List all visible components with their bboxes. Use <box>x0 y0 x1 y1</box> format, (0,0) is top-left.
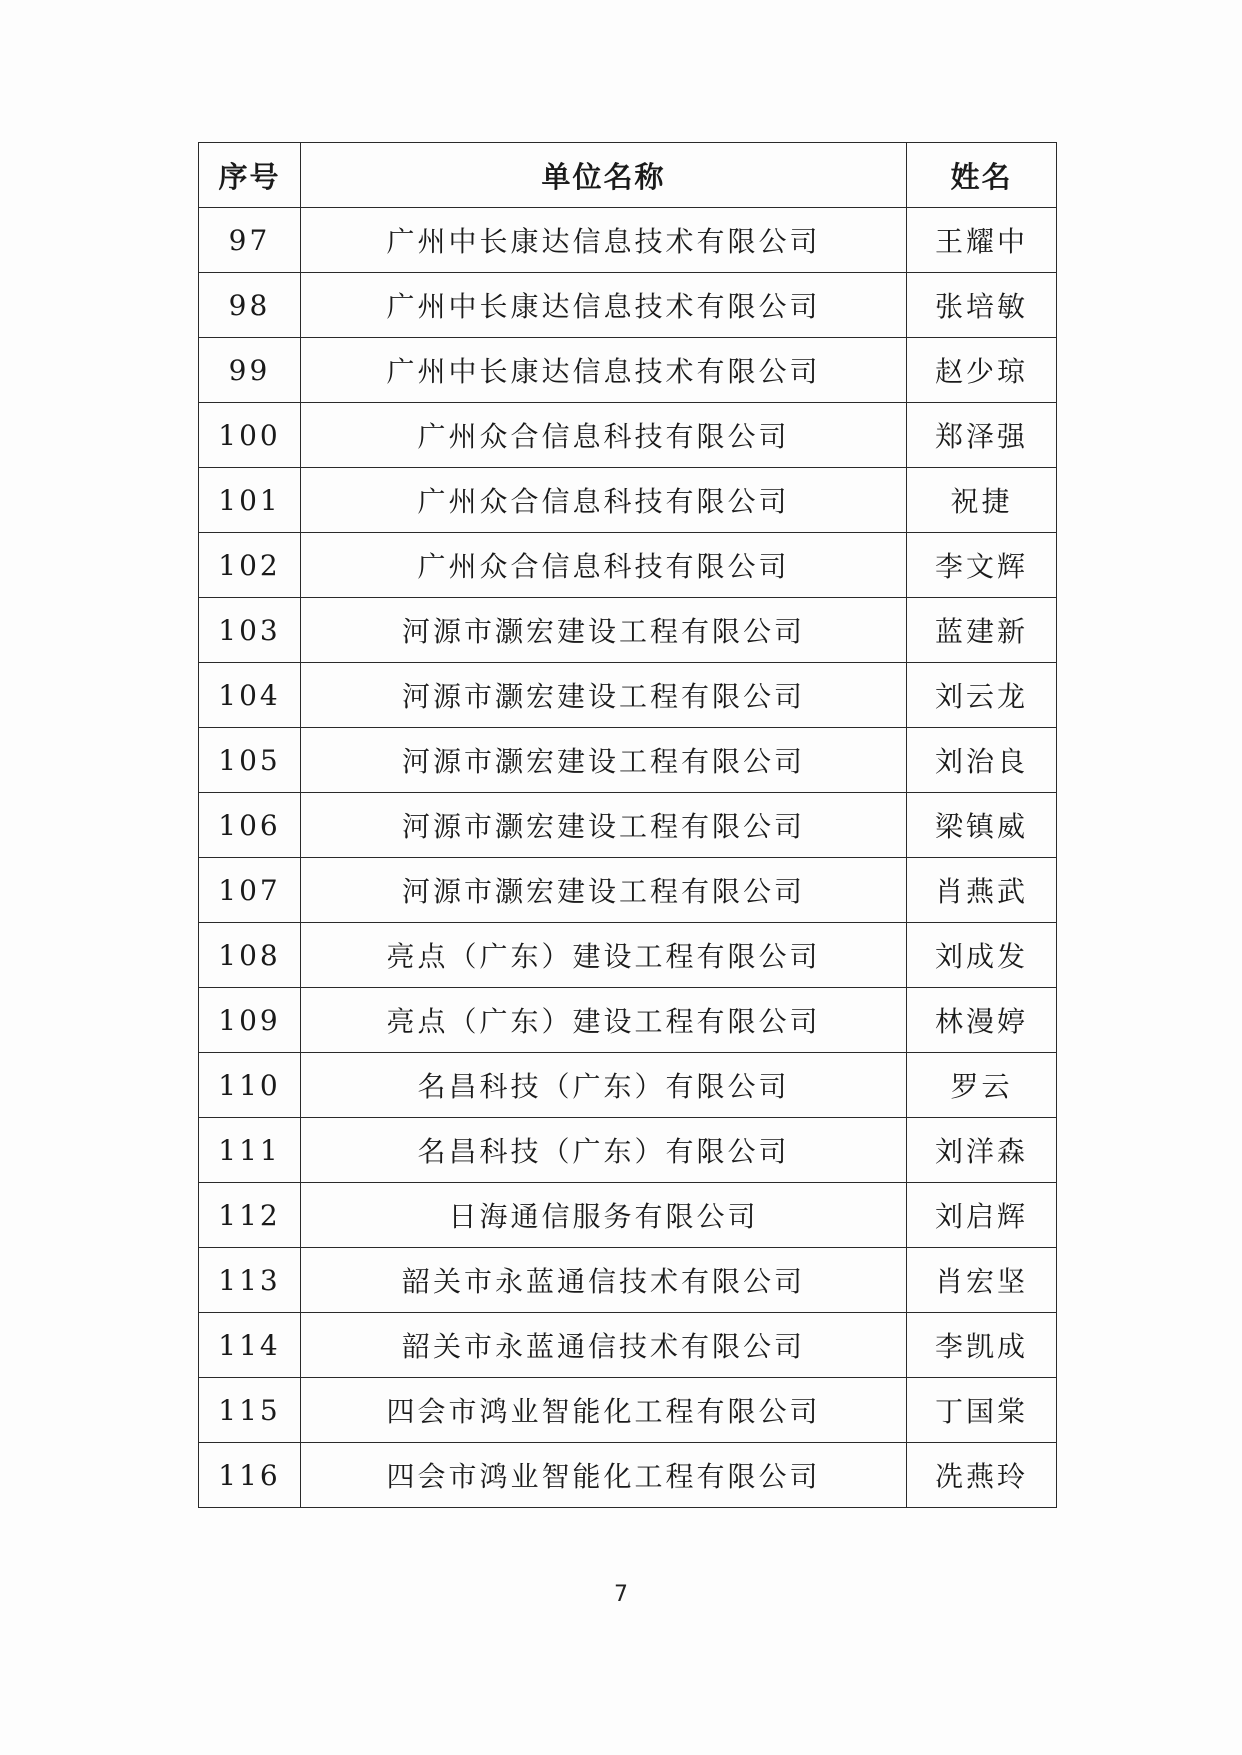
table-row <box>199 338 1057 403</box>
cell-serial-number: 115 <box>199 1378 301 1443</box>
cell-person-name: 赵少琼 <box>907 338 1057 403</box>
table-row <box>199 858 1057 923</box>
cell-serial-number: 102 <box>199 533 301 598</box>
table-row <box>199 273 1057 338</box>
cell-serial-number: 108 <box>199 923 301 988</box>
cell-unit-name: 韶关市永蓝通信技术有限公司 <box>301 1248 907 1313</box>
cell-serial-number: 103 <box>199 598 301 663</box>
cell-person-name: 刘成发 <box>907 923 1057 988</box>
table-row <box>199 403 1057 468</box>
cell-unit-name: 亮点（广东）建设工程有限公司 <box>301 988 907 1053</box>
cell-serial-number: 100 <box>199 403 301 468</box>
cell-serial-number: 107 <box>199 858 301 923</box>
cell-person-name: 肖宏坚 <box>907 1248 1057 1313</box>
table-body <box>199 208 1057 1508</box>
cell-person-name: 肖燕武 <box>907 858 1057 923</box>
cell-person-name: 林漫婷 <box>907 988 1057 1053</box>
table-row <box>199 1118 1057 1183</box>
cell-person-name: 蓝建新 <box>907 598 1057 663</box>
header-serial-number: 序号 <box>199 143 301 208</box>
cell-person-name: 冼燕玲 <box>907 1443 1057 1508</box>
header-unit-name: 单位名称 <box>301 143 907 208</box>
cell-unit-name: 河源市灏宏建设工程有限公司 <box>301 728 907 793</box>
table-row <box>199 1378 1057 1443</box>
cell-person-name: 刘云龙 <box>907 663 1057 728</box>
cell-person-name: 刘启辉 <box>907 1183 1057 1248</box>
table-row <box>199 468 1057 533</box>
cell-unit-name: 广州众合信息科技有限公司 <box>301 533 907 598</box>
cell-unit-name: 名昌科技（广东）有限公司 <box>301 1118 907 1183</box>
cell-serial-number: 111 <box>199 1118 301 1183</box>
cell-unit-name: 四会市鸿业智能化工程有限公司 <box>301 1378 907 1443</box>
cell-unit-name: 韶关市永蓝通信技术有限公司 <box>301 1313 907 1378</box>
cell-serial-number: 110 <box>199 1053 301 1118</box>
table-row <box>199 923 1057 988</box>
cell-serial-number: 105 <box>199 728 301 793</box>
cell-unit-name: 河源市灏宏建设工程有限公司 <box>301 858 907 923</box>
table-row <box>199 208 1057 273</box>
cell-unit-name: 广州中长康达信息技术有限公司 <box>301 273 907 338</box>
table-row <box>199 1443 1057 1508</box>
cell-unit-name: 广州中长康达信息技术有限公司 <box>301 338 907 403</box>
cell-serial-number: 99 <box>199 338 301 403</box>
cell-serial-number: 104 <box>199 663 301 728</box>
cell-person-name: 李文辉 <box>907 533 1057 598</box>
cell-serial-number: 116 <box>199 1443 301 1508</box>
cell-unit-name: 日海通信服务有限公司 <box>301 1183 907 1248</box>
table-row <box>199 1053 1057 1118</box>
page-number: 7 <box>614 1582 628 1607</box>
table-row <box>199 598 1057 663</box>
cell-person-name: 梁镇威 <box>907 793 1057 858</box>
cell-unit-name: 广州众合信息科技有限公司 <box>301 468 907 533</box>
cell-person-name: 刘治良 <box>907 728 1057 793</box>
table-header-row <box>199 143 1057 208</box>
table-row <box>199 1248 1057 1313</box>
cell-person-name: 王耀中 <box>907 208 1057 273</box>
table-row <box>199 663 1057 728</box>
cell-unit-name: 名昌科技（广东）有限公司 <box>301 1053 907 1118</box>
cell-person-name: 刘洋森 <box>907 1118 1057 1183</box>
cell-serial-number: 97 <box>199 208 301 273</box>
cell-person-name: 罗云 <box>907 1053 1057 1118</box>
cell-unit-name: 亮点（广东）建设工程有限公司 <box>301 923 907 988</box>
table-row <box>199 988 1057 1053</box>
table-row <box>199 728 1057 793</box>
cell-serial-number: 98 <box>199 273 301 338</box>
cell-serial-number: 109 <box>199 988 301 1053</box>
table-row <box>199 533 1057 598</box>
cell-serial-number: 112 <box>199 1183 301 1248</box>
cell-serial-number: 114 <box>199 1313 301 1378</box>
cell-person-name: 丁国棠 <box>907 1378 1057 1443</box>
cell-unit-name: 广州中长康达信息技术有限公司 <box>301 208 907 273</box>
cell-unit-name: 四会市鸿业智能化工程有限公司 <box>301 1443 907 1508</box>
cell-serial-number: 101 <box>199 468 301 533</box>
cell-unit-name: 河源市灏宏建设工程有限公司 <box>301 663 907 728</box>
cell-person-name: 李凯成 <box>907 1313 1057 1378</box>
table-row <box>199 793 1057 858</box>
cell-serial-number: 113 <box>199 1248 301 1313</box>
cell-serial-number: 106 <box>199 793 301 858</box>
cell-unit-name: 河源市灏宏建设工程有限公司 <box>301 598 907 663</box>
header-person-name: 姓名 <box>907 143 1057 208</box>
cell-person-name: 郑泽强 <box>907 403 1057 468</box>
cell-unit-name: 广州众合信息科技有限公司 <box>301 403 907 468</box>
table-row <box>199 1183 1057 1248</box>
roster-table <box>198 142 1057 1508</box>
table-row <box>199 1313 1057 1378</box>
cell-person-name: 祝捷 <box>907 468 1057 533</box>
cell-unit-name: 河源市灏宏建设工程有限公司 <box>301 793 907 858</box>
cell-person-name: 张培敏 <box>907 273 1057 338</box>
